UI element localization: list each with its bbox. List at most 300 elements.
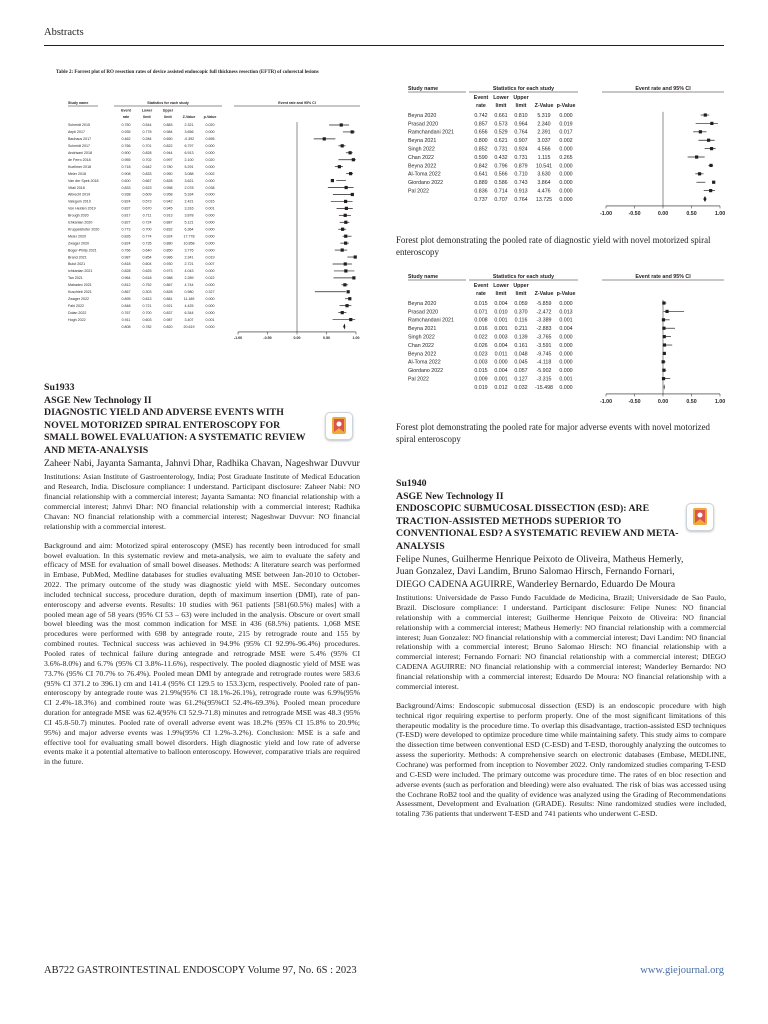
pooled-estimate-diamond [343, 324, 345, 330]
plot1-caption: Forest plot demonstrating the pooled rate of diagnostic yield with novel motorized spiral enteroscopy [396, 235, 711, 257]
stat-value-label: 3.630 [537, 171, 551, 178]
point-estimate-marker [351, 193, 354, 196]
stat-value-label: 0.116 [514, 317, 528, 324]
x-axis-tick-label: 1.00 [352, 335, 360, 340]
stat-value-label: 0.813 [142, 296, 152, 301]
stat-value-label: 0.019 [474, 384, 488, 391]
header-stats: Statistics for each study [492, 86, 555, 92]
stat-value-label: 0.735 [142, 241, 152, 246]
stat-value-label: -3.765 [536, 334, 552, 341]
x-axis-tick-label: -0.50 [263, 335, 272, 340]
x-axis-tick-label: 0.00 [657, 398, 669, 405]
stat-value-label: 0.000 [205, 151, 215, 156]
subheader-label: limit [515, 102, 527, 109]
stat-value-label: 0.004 [494, 342, 508, 349]
stat-value-label: 0.001 [205, 317, 215, 322]
x-axis-tick-label: 0.50 [686, 210, 697, 217]
stat-value-label: 0.000 [205, 220, 215, 225]
stat-value-label: 0.001 [494, 317, 508, 324]
stat-value-label: 0.837 [121, 206, 131, 211]
stat-value-label: 0.015 [205, 199, 215, 204]
stat-value-label: 0.020 [205, 157, 215, 162]
stat-value-label: 0.000 [205, 234, 215, 239]
stat-value-label: 0.822 [163, 144, 173, 149]
stat-value-label: 0.701 [142, 144, 152, 149]
stat-value-label: 0.000 [205, 178, 215, 183]
study-name-label: Chan 2022 [408, 154, 434, 161]
point-estimate-marker [341, 228, 344, 231]
header-study-name: Study name [408, 86, 439, 92]
stat-value-label: 0.004 [494, 300, 508, 307]
stat-value-label: -3.315 [536, 376, 552, 383]
stat-value-label: 5.291 [184, 164, 194, 169]
stat-value-label: 0.127 [514, 376, 528, 383]
stat-value-label: 2.289 [184, 276, 194, 281]
crossmark-badge-icon[interactable] [325, 412, 353, 440]
subheader-label: Lower [493, 283, 509, 290]
stat-value-label: 0.828 [142, 151, 152, 156]
stat-value-label: 17.778 [183, 234, 195, 239]
stat-value-label: 0.938 [121, 192, 131, 197]
stat-value-label: 0.000 [559, 196, 573, 203]
stat-value-label: 0.824 [121, 199, 131, 204]
stat-value-label: 0.003 [494, 334, 508, 341]
stat-value-label: 0.048 [514, 351, 528, 358]
stat-value-label: 0.764 [514, 129, 528, 136]
stat-value-label: 0.013 [559, 309, 573, 316]
stat-value-label: 0.889 [474, 180, 488, 187]
stat-value-label: 0.711 [142, 213, 152, 218]
point-estimate-marker [710, 147, 713, 150]
point-estimate-marker [707, 139, 710, 142]
stat-value-label: 0.618 [142, 276, 152, 281]
point-estimate-marker [344, 214, 347, 217]
point-estimate-marker [345, 186, 348, 189]
stat-value-label: 4.043 [184, 269, 194, 274]
stat-value-label: 0.867 [121, 290, 131, 295]
stat-value-label: 0.059 [514, 300, 528, 307]
stat-value-label: 0.848 [121, 303, 131, 308]
study-name-label: Aepli 2017 [68, 130, 85, 135]
stat-value-label: 0.000 [205, 164, 215, 169]
stat-value-label: 0.800 [474, 138, 488, 145]
study-name-label: Giordano 2022 [408, 180, 444, 187]
stat-value-label: 0.718 [121, 164, 131, 169]
stat-value-label: 0.139 [514, 334, 528, 341]
stat-value-label: 0.773 [121, 227, 131, 232]
stat-value-label: 0.609 [142, 192, 152, 197]
stat-value-label: 0.303 [142, 290, 152, 295]
study-name-label: Pal 2022 [408, 188, 429, 195]
stat-value-label: 0.000 [205, 241, 215, 246]
stat-value-label: 0.265 [559, 154, 573, 161]
stat-value-label: 0.707 [494, 196, 508, 203]
stat-value-label: 0.842 [474, 163, 488, 170]
stat-value-label: 3.407 [184, 317, 194, 322]
abstract-authors: Zaheer Nabi, Jayanta Samanta, Jahnvi Dhar, Radhika Chavan, Nageshwar Duvvur [44, 458, 360, 469]
stat-value-label: 0.057 [514, 368, 528, 375]
study-name-label: Bauhaus 2017 [68, 137, 92, 142]
stat-value-label: 0.907 [514, 138, 528, 145]
stat-value-label: 6.797 [184, 144, 194, 149]
point-estimate-marker [344, 235, 347, 238]
stat-value-label: 0.828 [121, 269, 131, 274]
study-name-label: Singh 2022 [408, 334, 435, 341]
stat-value-label: 1.115 [537, 154, 551, 161]
pooled-estimate-diamond [703, 196, 706, 202]
subheader-label: Upper [162, 108, 174, 113]
study-name-label: Ichkanian 2021 [68, 269, 93, 274]
stat-value-label: -3.591 [536, 342, 552, 349]
study-name-label: Andrisani 2018 [68, 151, 92, 156]
point-estimate-marker [709, 189, 712, 192]
stat-value-label: 0.900 [121, 151, 131, 156]
point-estimate-marker [662, 301, 665, 304]
stat-value-label: -9.745 [536, 351, 552, 358]
abstract-institutions: Institutions: Asian Institute of Gastroenterology, India; Post Graduate Institute of Medical Education and Research, India. Disclosure compliance: I understand. Participant disclosure: Zaheer Nabi: NO financial relationship with a commercial interest; Jayanta Samanta: NO financial relationship with a commercial interest; Jahnvi Dhar: NO financial relationship with a commercial interest; Radhika Chavan: NO financial relationship with a commercial interest; Nageshwar Duvvur: NO financial relationship with a commercial interest. [44, 472, 360, 531]
stat-value-label: 0.000 [205, 296, 215, 301]
study-name-label: Brand 2021 [68, 255, 87, 260]
stat-value-label: 2.391 [537, 129, 551, 136]
stat-value-label: 0.586 [494, 180, 508, 187]
header-stats: Statistics for each study [492, 274, 555, 280]
stat-value-label: 0.019 [559, 121, 573, 128]
stat-value-label: 0.621 [494, 138, 508, 145]
stat-value-label: 0.924 [163, 234, 173, 239]
abstract-su1933 [44, 382, 360, 767]
x-axis-tick-label: 1.00 [714, 210, 726, 217]
study-name-label: Beyna 2021 [408, 326, 437, 333]
stat-value-label: 6.913 [184, 151, 194, 156]
stat-value-label: 0.984 [163, 130, 173, 135]
stat-value-label: 0.911 [121, 317, 131, 322]
abstract-section: ASGE New Technology II [396, 490, 504, 502]
stat-value-label: 0.700 [142, 227, 152, 232]
stat-value-label: 0.867 [163, 283, 173, 288]
stat-value-label: 0.857 [474, 121, 488, 128]
study-name-label: Dolan 2022 [68, 310, 87, 315]
stat-value-label: 0.012 [494, 384, 508, 391]
stat-value-label: 0.603 [142, 317, 152, 322]
study-name-label: Chan 2022 [408, 342, 434, 349]
point-estimate-marker [323, 137, 326, 140]
stat-value-label: 0.000 [205, 303, 215, 308]
stat-value-label: 0.015 [474, 300, 488, 307]
study-name-label: Kuellmer 2018 [68, 164, 92, 169]
stat-value-label: 0.988 [163, 276, 173, 281]
study-name-label: Schmidt 2015 [68, 123, 90, 128]
header-rule [44, 45, 724, 46]
stat-value-label: 0.000 [559, 112, 573, 119]
stat-value-label: 0.000 [205, 213, 215, 218]
study-name-label: Kruppelshofer 2020 [68, 227, 100, 232]
subheader-label: Z-Value [534, 290, 554, 297]
stat-value-label: 4.476 [537, 188, 551, 195]
stat-value-label: 0.767 [121, 310, 131, 315]
stat-value-label: 3.656 [184, 130, 194, 135]
point-estimate-marker [709, 164, 712, 167]
study-name-label: Ichkanian 2020 [68, 220, 93, 225]
stat-value-label: 0.935 [121, 130, 131, 135]
stat-value-label: 0.828 [163, 178, 173, 183]
point-estimate-marker [345, 207, 348, 210]
stat-value-label: 0.161 [514, 342, 528, 349]
stat-value-label: 2.078 [184, 185, 194, 190]
stat-value-label: 0.854 [142, 255, 152, 260]
stat-value-label: 0.026 [474, 342, 488, 349]
point-estimate-marker [663, 343, 666, 346]
stat-value-label: 0.766 [121, 144, 131, 149]
x-axis-tick-label: 0.50 [686, 398, 697, 405]
x-axis-tick-label: -1.00 [233, 335, 243, 340]
stat-value-label: 0.432 [494, 154, 508, 161]
stat-value-label: 0.000 [559, 300, 573, 307]
study-name-label: Meier 2020 [68, 234, 86, 239]
study-name-label: Brough 2020 [68, 213, 89, 218]
stat-value-label: 0.211 [514, 326, 528, 333]
stat-value-label: 0.924 [514, 146, 528, 153]
stat-value-label: 0.731 [514, 154, 528, 161]
stat-value-label: 6.344 [184, 310, 194, 315]
stat-value-label: -3.389 [536, 317, 552, 324]
stat-value-label: 5.334 [184, 192, 194, 197]
table2-forest-plot [56, 96, 439, 374]
stat-value-label: 0.796 [494, 163, 508, 170]
stat-value-label: 0.529 [494, 129, 508, 136]
study-name-label: Zwager 2022 [68, 296, 89, 301]
point-estimate-marker [352, 276, 355, 279]
stat-value-label: 0.462 [121, 137, 131, 142]
stat-value-label: 0.590 [474, 154, 488, 161]
stat-value-label: 0.827 [121, 220, 131, 225]
stat-value-label: 0.032 [514, 384, 528, 391]
stat-value-label: 0.000 [205, 283, 215, 288]
subheader-label: limit [143, 114, 151, 119]
stat-value-label: -5.902 [536, 368, 552, 375]
stat-value-label: 0.879 [514, 163, 528, 170]
header-stats: Statistics for each study [147, 101, 189, 105]
stat-value-label: 0.002 [205, 171, 215, 176]
stat-value-label: 0.883 [163, 123, 173, 128]
point-estimate-marker [344, 242, 347, 245]
stat-value-label: -2.472 [536, 309, 552, 316]
stat-value-label: 0.001 [205, 206, 215, 211]
stat-value-label: 2.341 [184, 255, 194, 260]
study-name-label: Beyna 2020 [408, 112, 437, 119]
abstract-su1940 [396, 478, 726, 819]
subheader-label: Upper [513, 95, 529, 102]
x-axis-tick-label: -0.50 [628, 398, 641, 405]
abstract-body: Background and aim: Motorized spiral enteroscopy (MSE) has recently been introduced for small bowel evaluation. In this systematic review and meta-analysis, we aim to evaluate the safety and efficacy of MSE for evaluation of small bowel diseases. Methods: A literature search was performed in Embase, PubMed, Medline databases for studies evaluating MSE between Jan-2010 to October-2022. The primary outcome of the study was diagnostic yield with MSE. Secondary outcomes included technical success, procedure duration, depth of maximum insertion (DMI), rate of pan-enteroscopy and adverse events. Results: 10 studies with 961 patients [581(60.5%) males] with a pooled mean age of 58 years (95% CI 53 – 63) were included in the analysis. Obscure or overt small bowel bleeding was the most common indication for MSE in 436 (68.5%) patients. 1,068 MSE procedures were performed with 698 by antegrade route, 215 by retrograde route and 155 by combined routes. Technical success was achieved in 94.9% (95% CI 92.9%-96.4%) procedures. Pooled rates of technical failure during antegrade and retrograde MSE were 5.4% (95% CI 3.6%-8.0%) and 6.7% (95% CI 3.8%-11.6%), respectively. The pooled diagnostic yield of MSE was 73.7% (95% CI 70.7% to 76.4%). Pooled mean DMI by antegrade and retrograde routes were 583.6 (95% CI 371.2 to 396.1) cm and 141.4 (95% CI 129.5 to 153.3)cm, respectively. Pooled rate of pan-enteroscopy by antegrade route was 21.9%(95% CI 18.1%-26.1%), retrograde route was 6.9%(95% CI 2.4%-18.3%) and combined route was 61.2%(95%CI 52.4%-69.3%). Pooled mean procedure duration for antegrade MSE was 62.4(95% CI 52.9-71.8) minutes and retrograde MSE was 48.3 (95% CI 45.8-50.7) minutes. Pooled rate of overall adverse event was 18.2% (95% CI 15.8% to 20.9%; 95%) and major adverse events was 1.9%(95% CI 1.2%-3.2%). Conclusion: MSE is a safe and effective tool for evaluating small bowel disorders. High diagnostic yield and low rate of adverse events make it a potential alternative to balloon enteroscopy. However, comparative trials are required in the future. [44, 540, 360, 767]
stat-value-label: 11.189 [183, 296, 195, 301]
journal-url-link[interactable]: www.giejournal.org [640, 965, 724, 976]
point-estimate-marker [352, 158, 355, 161]
study-name-label: Valeguin 2019 [68, 199, 91, 204]
stat-value-label: 0.000 [559, 180, 573, 187]
point-estimate-marker [354, 255, 357, 258]
stat-value-label: 0.001 [559, 376, 573, 383]
point-estimate-marker [662, 318, 665, 321]
study-name-label: Hogh 2022 [68, 317, 86, 322]
stat-value-label: 0.714 [494, 188, 508, 195]
stat-value-label: 4.425 [184, 303, 194, 308]
stat-value-label: 0.000 [559, 342, 573, 349]
study-name-label: Albrecht 2019 [68, 192, 91, 197]
abstract-institutions: Institutions: Universidade de Passo Fundo Faculdade de Medicina, Brazil; Universidade de Sao Paulo, Brazil. Disclosure compliance: I understand. Participant disclosure: Felipe Nunes: NO financial relationship with a commercial interest; Guilherme Henrique Peixoto de Oliveira: NO financial relationship with a commercial interest; Matheus Hemerly: NO financial relationship with a commercial interest; Juan Gonzalez: NO financial relationship with a commercial interest; Davi Landim: NO financial relationship with a commercial interest; Bruno Salomao Hirsch: NO financial relationship with a commercial interest; Fernando Fornari: NO financial relationship with a commercial interest; DIEGO CADENA AGUIRRE: NO financial relationship with a commercial interest; Wanderley Bernardo: NO financial relationship with a commercial interest; Eduardo De Moura: NO financial relationship with a commercial interest. [396, 592, 726, 692]
stat-value-label: 20.619 [183, 324, 195, 329]
running-head: Abstracts [44, 27, 84, 38]
stat-value-label: 13.725 [535, 196, 553, 203]
stat-value-label: 0.640 [142, 248, 152, 253]
stat-value-label: 0.887 [163, 220, 173, 225]
point-estimate-marker [345, 304, 348, 307]
stat-value-label: 4.566 [537, 146, 551, 153]
stat-value-label: 0.000 [559, 334, 573, 341]
pooled-estimate-diamond [664, 384, 665, 390]
stat-value-label: 10.541 [535, 163, 553, 170]
stat-value-label: 0.007 [205, 262, 215, 267]
stat-value-label: 0.881 [163, 296, 173, 301]
study-name-label: Vitali 2018 [68, 185, 85, 190]
stat-value-label: 0.625 [142, 269, 152, 274]
stat-value-label: 0.921 [163, 303, 173, 308]
stat-value-label: 0.724 [142, 220, 152, 225]
stat-value-label: 3.864 [537, 180, 551, 187]
stat-value-label: 0.000 [559, 146, 573, 153]
point-estimate-marker [349, 172, 352, 175]
stat-value-label: 0.764 [514, 196, 528, 203]
x-axis-tick-label: -0.50 [628, 210, 641, 217]
stat-value-label: 0.710 [514, 171, 528, 178]
stat-value-label: 5.319 [537, 112, 551, 119]
stat-value-label: 0.836 [474, 188, 488, 195]
subheader-label: p-Value [203, 114, 217, 119]
stat-value-label: 0.566 [494, 171, 508, 178]
point-estimate-marker [704, 113, 707, 116]
study-name-label: Beyna 2022 [408, 351, 437, 358]
stat-value-label: 0.000 [205, 310, 215, 315]
stat-value-label: 0.743 [514, 180, 528, 187]
stat-value-label: 0.880 [163, 241, 173, 246]
stat-value-label: 0.000 [205, 130, 215, 135]
stat-value-label: 0.945 [163, 206, 173, 211]
plot2-caption: Forest plot demonstrating the pooled rate for major adverse events with novel motorized spiral enteroscopy [396, 422, 710, 444]
stat-value-label: 0.780 [163, 164, 173, 169]
subheader-label: Event [121, 108, 131, 113]
table2-caption: Table 2: Forrest plot of RO resection rates of device assisted endoscopic full thickness resection (EFTR) of colorectal lesions [56, 70, 319, 75]
header-study-name: Study name [408, 274, 439, 280]
crossmark-badge-icon[interactable] [686, 503, 714, 531]
stat-value-label: 0.812 [121, 283, 131, 288]
stat-value-label: 0.721 [142, 303, 152, 308]
stat-value-label: 0.817 [121, 213, 131, 218]
stat-value-label: 0.000 [205, 227, 215, 232]
stat-value-label: 0.002 [559, 138, 573, 145]
study-name-label: Schmidt 2017 [68, 144, 90, 149]
stat-value-label: 2.100 [184, 157, 194, 162]
stat-value-label: 0.656 [474, 129, 488, 136]
stat-value-label: 0.700 [142, 310, 152, 315]
point-estimate-marker [699, 130, 702, 133]
study-name-label: Kuschleb 2021 [68, 290, 92, 295]
stat-value-label: 6.364 [184, 227, 194, 232]
stat-value-label: 0.003 [474, 359, 488, 366]
stat-value-label: 0.850 [163, 248, 173, 253]
stat-value-label: -2.883 [536, 326, 552, 333]
stat-value-label: 0.000 [205, 192, 215, 197]
subheader-label: limit [495, 102, 507, 109]
stat-value-label: 0.944 [163, 151, 173, 156]
stat-value-label: 0.750 [121, 123, 131, 128]
stat-value-label: 0.895 [121, 296, 131, 301]
stat-value-label: 0.737 [474, 196, 488, 203]
stat-value-label: 0.958 [163, 185, 173, 190]
stat-value-label: 0.017 [559, 129, 573, 136]
abstract-title: ENDOSCOPIC SUBMUCOSAL DISSECTION (ESD): ARE TRACTION-ASSISTED METHODS SUPERIOR TO CONVENTIONAL ESD? A SYSTEMATIC REVIEW AND META-ANALYSIS [396, 503, 679, 552]
point-estimate-marker [348, 297, 351, 300]
subheader-label: rate [122, 114, 130, 119]
stat-value-label: 0.833 [142, 171, 152, 176]
stat-value-label: 0.001 [559, 317, 573, 324]
stat-value-label: 0.573 [494, 121, 508, 128]
study-name-label: Bulut 2021 [68, 262, 86, 267]
stat-value-label: 2.321 [184, 123, 194, 128]
study-name-label: Pal 2022 [408, 376, 429, 383]
stat-value-label: 3.037 [537, 138, 551, 145]
stat-value-label: 0.544 [142, 123, 152, 128]
stat-value-label: 0.001 [494, 326, 508, 333]
stat-value-label: 0.016 [474, 326, 488, 333]
stat-value-label: 0.600 [121, 178, 131, 183]
stat-value-label: 0.774 [142, 234, 152, 239]
study-name-label: Singh 2022 [408, 146, 435, 153]
stat-value-label: 0.818 [121, 262, 131, 267]
x-axis-tick-label: 0.00 [657, 210, 669, 217]
study-name-label: Mahadev 2021 [68, 283, 92, 288]
stat-value-label: 0.000 [559, 171, 573, 178]
stat-value-label: 0.001 [494, 376, 508, 383]
subheader-label: Upper [513, 283, 529, 290]
stat-value-label: 4.744 [184, 283, 194, 288]
abstract-body: Background/Aims: Endoscopic submucosal dissection (ESD) is an endoscopic procedure with high technical rigor requiring expertise to perform properly. One of the most significant limitations of this therapeutic modality is the procedure time. To overlap this disadvantage, traction-assisted ESD techniques (T-ESD) were developed to optimize procedure time while maintaining safety. This study aims to compare the dissection time between conventional ESD (C-ESD) and T-ESD, thoroughly analyzing the outcomes to assess the superiority. Methods: A comprehensive search on electronic databases (Embase, MEDLINE, Cochrane) was performed from inception to November 2022. Only randomized studies comparing T-ESD and C-ESD were included. The primary outcome was procedure time. The rates of en bloc resection and adverse events (such as perforation and bleeding) were also evaluated. The risk of bias was accessed using the Cochrane RoB2 tool and the quality of evidence was analyzed using the Grading of Recommendations Assessment, Development and Evaluation (GRADE). Results: Nine randomized studies were included, totaling 736 patients that underwent T-ESD and 741 patients who underwent C-ESD. [396, 700, 726, 819]
stat-value-label: 0.913 [163, 213, 173, 218]
stat-value-label: 0.964 [121, 276, 131, 281]
abstract-title: DIAGNOSTIC YIELD AND ADVERSE EVENTS WITH NOVEL MOTORIZED SPIRAL ENTEROSCOPY FOR SMALL BOWEL EVALUATION: A SYSTEMATIC REVIEW AND META-ANALYSIS [44, 407, 306, 456]
stat-value-label: 0.670 [142, 206, 152, 211]
stat-value-label: 0.695 [205, 137, 215, 142]
stat-value-label: 0.071 [474, 309, 488, 316]
study-name-label: Meier 2018 [68, 171, 86, 176]
stat-value-label: 0.604 [142, 262, 152, 267]
study-name-label: Van der Spek 2018 [68, 178, 99, 183]
stat-value-label: 0.573 [142, 199, 152, 204]
point-estimate-marker [662, 377, 665, 380]
stat-value-label: 0.782 [142, 324, 152, 329]
x-axis-tick-label: 0.50 [323, 335, 330, 340]
subheader-label: limit [515, 290, 527, 297]
stat-value-label: 0.661 [494, 112, 508, 119]
study-name-label: Ramchandani 2021 [408, 317, 454, 324]
stat-value-label: 0.950 [163, 171, 173, 176]
stat-value-label: 0.022 [205, 276, 215, 281]
stat-value-label: 0.004 [494, 368, 508, 375]
stat-value-label: 0.010 [494, 309, 508, 316]
point-estimate-marker [347, 290, 350, 293]
stat-value-label: 0.958 [163, 192, 173, 197]
stat-value-label: 0.022 [474, 334, 488, 341]
stat-value-label: 0.284 [142, 137, 152, 142]
diagnostic-yield-forest-plot [396, 68, 736, 218]
